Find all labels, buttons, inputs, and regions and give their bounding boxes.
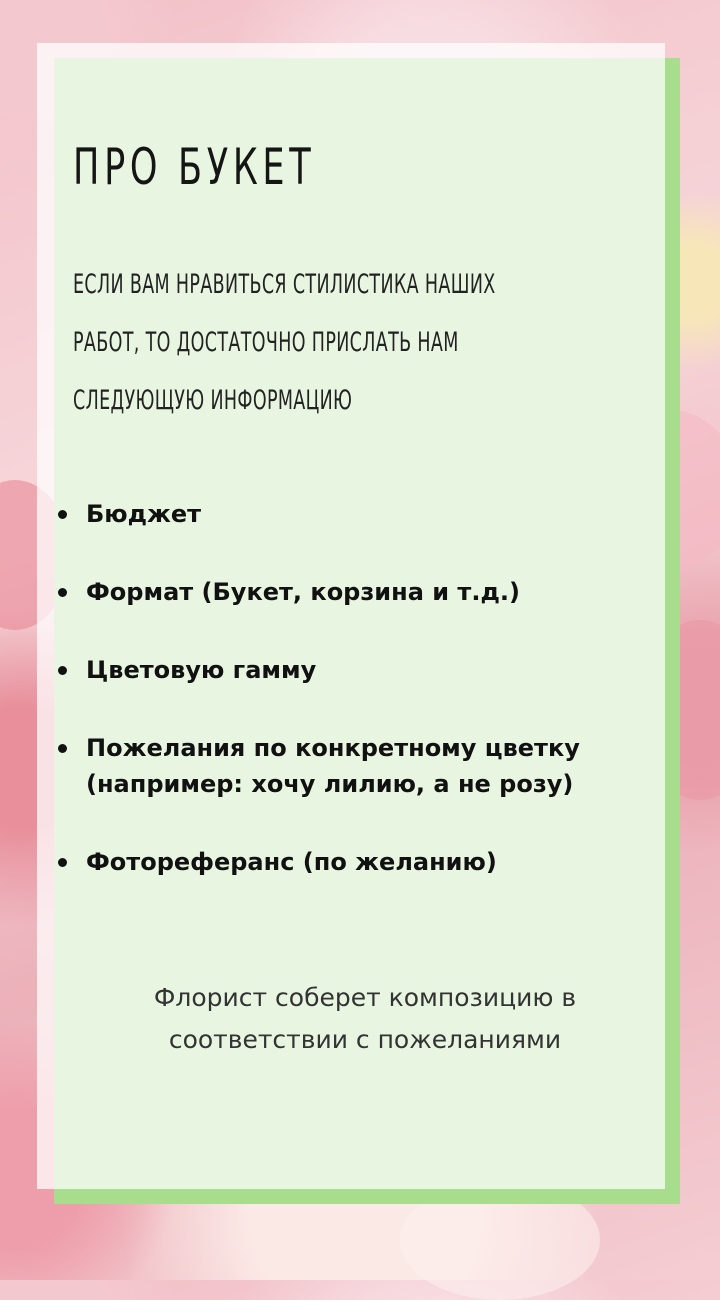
list-item: Цветовую гамму	[55, 652, 655, 688]
list-item: Фотореферанс (по желанию)	[55, 844, 655, 880]
requirements-list	[55, 496, 655, 880]
footer-line: соответствии с пожеланиями	[168, 1025, 562, 1054]
list-item: Бюджет	[55, 496, 655, 532]
intro-text	[73, 265, 713, 439]
intro-line: РАБОТ, ТО ДОСТАТОЧНО ПРИСЛАТЬ НАМ	[73, 327, 459, 358]
footer-note	[95, 977, 635, 1061]
footer-line: Флорист соберет композицию в	[153, 983, 577, 1012]
intro-line: ЕСЛИ ВАМ НРАВИТЬСЯ СТИЛИСТИКА НАШИХ	[73, 269, 496, 300]
intro-line: СЛЕДУЮЩУЮ ИНФОРМАЦИЮ	[73, 385, 353, 416]
list-item: Формат (Букет, корзина и т.д.)	[55, 574, 655, 610]
page-title: ПРО БУКЕТ	[73, 138, 316, 196]
list-item: Пожелания по конкретному цветку (например: хочу лилию, а не розу)	[55, 730, 655, 802]
